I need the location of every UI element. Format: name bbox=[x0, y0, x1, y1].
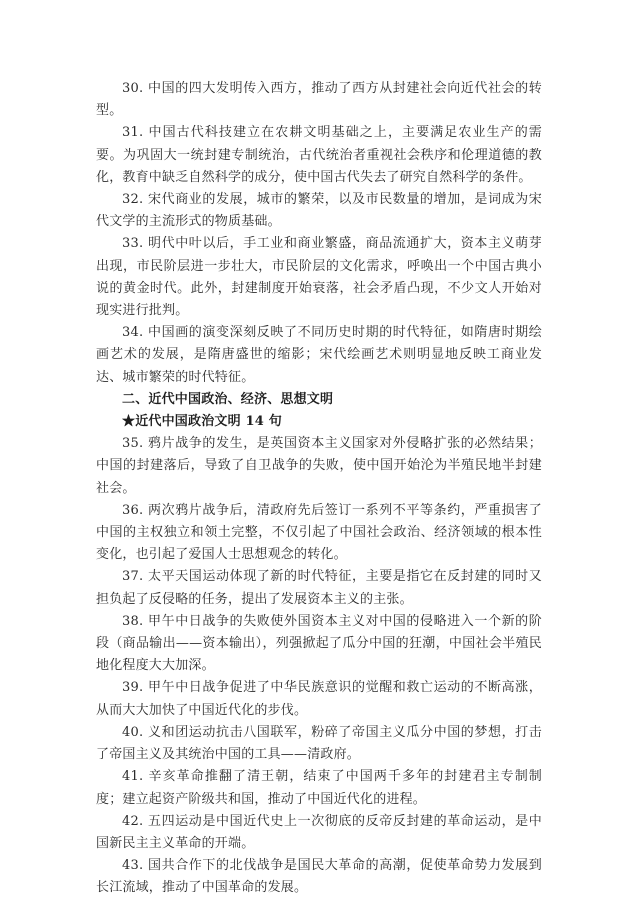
paragraph-33: 33. 明代中叶以后，手工业和商业繁盛，商品流通扩大，资本主义萌芽出现，市民阶层进一步壮大，市民阶层的文化需求，呼唤出一个中国古典小说的黄金时代。此外，封建制度开始衰落，社会矛盾凸现，不少文人开始对现实进行批判。 bbox=[96, 236, 542, 319]
paragraph-41: 41. 辛亥革命推翻了清王朝，结束了中国两千多年的封建君主专制制度；建立起资产阶级共和国，推动了中国近代化的进程。 bbox=[96, 769, 542, 807]
paragraph-40: 40. 义和团运动抗击八国联军，粉碎了帝国主义瓜分中国的梦想，打击了帝国主义及其统治中国的工具——清政府。 bbox=[96, 724, 542, 763]
paragraph-34: 34. 中国画的演变深刻反映了不同历史时期的时代特征，如隋唐时期绘画艺术的发展，是隋唐盛世的缩影；宋代绘画艺术则明显地反映工商业发达、城市繁荣的时代特征。 bbox=[96, 325, 542, 385]
section-heading: 二、近代中国政治、经济、思想文明 bbox=[122, 391, 334, 407]
paragraph-35: 35. 鸦片战争的发生，是英国资本主义国家对外侵略扩张的必然结果；中国的封建落后，导致了自卫战争的失败，使中国开始沦为半殖民地半封建社会。 bbox=[96, 436, 542, 496]
subsection-heading: ★近代中国政治文明 14 句 bbox=[122, 414, 282, 430]
paragraph-30: 30. 中国的四大发明传入西方，推动了西方从封建社会向近代社会的转型。 bbox=[96, 81, 542, 119]
paragraph-43: 43. 国共合作下的北伐战争是国民大革命的高潮，促使革命势力发展到长江流域，推动了中国革命的发展。 bbox=[96, 858, 542, 896]
document-body bbox=[96, 78, 542, 900]
paragraph-31: 31. 中国古代科技建立在农耕文明基础之上，主要满足农业生产的需要。为巩固大一统封建专制统治，古代统治者重视社会秩序和伦理道德的教化，教育中缺乏自然科学的成分，使中国古代失去了研究自然科学的条件。 bbox=[96, 125, 542, 185]
paragraph-32: 32. 宋代商业的发展，城市的繁荣，以及市民数量的增加，是词成为宋代文学的主流形式的物质基础。 bbox=[96, 192, 542, 230]
paragraph-39: 39. 甲午中日战争促进了中华民族意识的觉醒和救亡运动的不断高涨，从而大大加快了中国近代化的步伐。 bbox=[96, 680, 542, 718]
paragraph-38: 38. 甲午中日战争的失败使外国资本主义对中国的侵略进入一个新的阶段（商品输出——资本输出），列强掀起了瓜分中国的狂潮，中国社会半殖民地化程度大大加深。 bbox=[96, 613, 542, 674]
paragraph-36: 36. 两次鸦片战争后，清政府先后签订一系列不平等条约，严重损害了中国的主权独立和领土完整，不仅引起了中国社会政治、经济领域的根本性变化，也引起了爱国人士思想观念的转化。 bbox=[96, 502, 542, 563]
paragraph-37: 37. 太平天国运动体现了新的时代特征，主要是指它在反封建的同时又担负起了反侵略的任务，提出了发展资本主义的主张。 bbox=[96, 569, 542, 607]
paragraph-42: 42. 五四运动是中国近代史上一次彻底的反帝反封建的革命运动，是中国新民主主义革命的开端。 bbox=[96, 813, 542, 851]
